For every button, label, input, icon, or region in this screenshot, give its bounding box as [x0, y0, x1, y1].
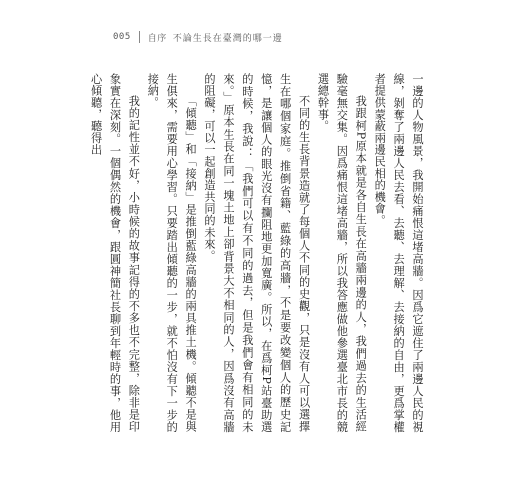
paragraph: 不同的生長背景造就了每個人不同的史觀，只是沒有人可以選擇生在哪個家庭。推倒省籍、藍綠的高牆，不是要改變個人的歷史記憶，是讓個人的眼光沒有攔阻地更加寬廣。所以，在爲柯P站臺助選的時候，我說：「我們可以有不同的過去，但是我們會有相同的未來。」原本生長在同一塊土地上卻背景大不相同的人，因爲沒有高牆的阻礙，可以一起創造共同的未來。	[203, 73, 311, 433]
body-text	[89, 73, 426, 433]
paragraph: 「傾聽」和「接納」是推倒藍綠高牆的兩具推土機。傾聽不是與生俱來，需要用心學習。只要踏出傾聽的一步，就不怕沒有下一步的接納。	[146, 73, 198, 433]
header-title: 不論生長在臺灣的哪一邊	[172, 33, 283, 44]
paragraph: 一邊的人物風景，我開始痛恨這堵高牆。因爲它遮住了兩邊人民的視線，剝奪了兩邊人民去看、去聽、去理解、去接納的自由，更爲掌權者提供蒙蔽兩邊民相的機會。	[373, 73, 424, 433]
header-divider	[139, 31, 140, 43]
header-chapter: 自序	[147, 33, 167, 44]
page-number: 005	[113, 32, 131, 42]
running-header	[113, 30, 283, 44]
paragraph: 我跟柯P原本就是各自生長在高牆兩邊的人，我們過去的生活經驗毫無交集。因爲痛恨這堵高牆，所以我答應做他參選臺北市長的競選總幹事。	[316, 73, 368, 433]
paragraph: 我的記性並不好，小時候的故事記得的不多也不完整，除非是印象實在深刻。一個偶然的機會，跟圓神簡社長聊到年輕時的事，他用心傾聽，聽得出	[89, 73, 141, 433]
